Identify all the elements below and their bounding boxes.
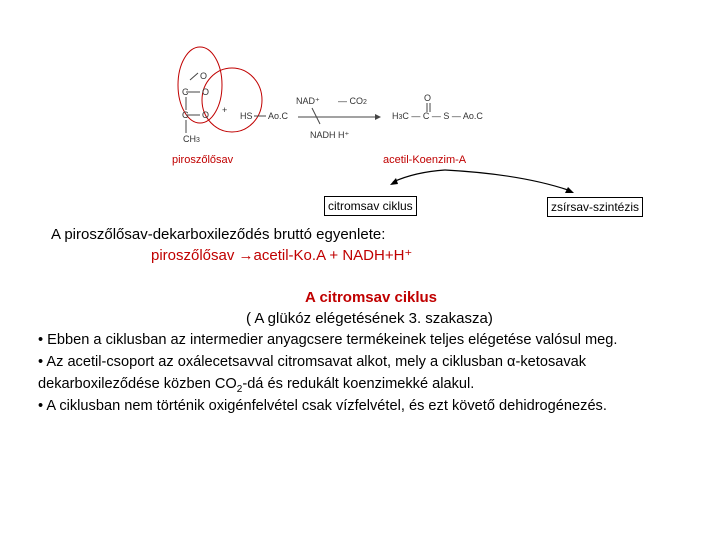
citrate-cycle-box: [324, 196, 417, 216]
pyruvate-label: piroszőlősav: [172, 154, 234, 166]
nad-curve: [312, 108, 320, 124]
chem-c1: C: [182, 87, 189, 97]
citrate-cycle-box-label: citromsav ciklus: [328, 199, 413, 213]
bullet-3: • A ciklusban nem történik oxigénfelvétel csak vízfelvétel, és ezt követő dehidrogénezés.: [38, 398, 607, 414]
arrowhead-citrate: [390, 178, 398, 185]
summary-equation: piroszőlősav →acetil-Ko.A + NADH+H⁺: [151, 247, 413, 264]
chem-hs: HS: [240, 111, 253, 121]
highlight-circle-hs: [202, 68, 262, 132]
chem-co2: — CO2: [338, 96, 367, 106]
reaction-arrowhead: [375, 114, 381, 120]
bullet-2-cont: dekarboxileződése közben $CO_2-dá$ és redukált koenzimekké alakul.: [38, 376, 475, 395]
chem-o-mid: O: [202, 87, 210, 97]
chem-nadh: NADH H⁺: [310, 130, 350, 140]
arrow-to-citrate: [393, 170, 445, 182]
fatty-acid-box: [547, 197, 643, 217]
chem-coa: Ao.C: [268, 111, 289, 121]
summary-title: A piroszőlősav-dekarboxileződés bruttó egyenlete:: [51, 226, 386, 243]
acetylcoa-label: acetil-Koenzim-A: [383, 154, 467, 166]
chem-plus: +: [222, 105, 228, 115]
chem-nad: NAD⁺: [296, 96, 320, 106]
bullet-1: • Ebben a ciklusban az intermedier anyagcsere termékeinek teljes elégetése valósul meg.: [38, 332, 618, 348]
chem-o-top: O: [200, 71, 208, 81]
chem-c2: C: [182, 110, 189, 120]
chem-product: H3C — C — S — Ao.C: [392, 111, 483, 121]
chem-product-o: O: [424, 93, 432, 103]
chem-o-low: O: [202, 110, 210, 120]
cycle-subtitle: ( A glükóz elégetésének 3. szakasza): [246, 310, 493, 327]
bullet-2: • Az acetil-csoport az oxálecetsavval citromsavat alkot, mely a ciklusban α-ketosavak: [38, 354, 587, 370]
chem-ch3: CH3: [183, 134, 200, 144]
fatty-acid-box-label: zsírsav-szintézis: [551, 200, 640, 214]
cycle-title: A citromsav ciklus: [305, 289, 438, 306]
bond-line: [190, 73, 198, 80]
arrow-to-fatty: [445, 170, 568, 190]
